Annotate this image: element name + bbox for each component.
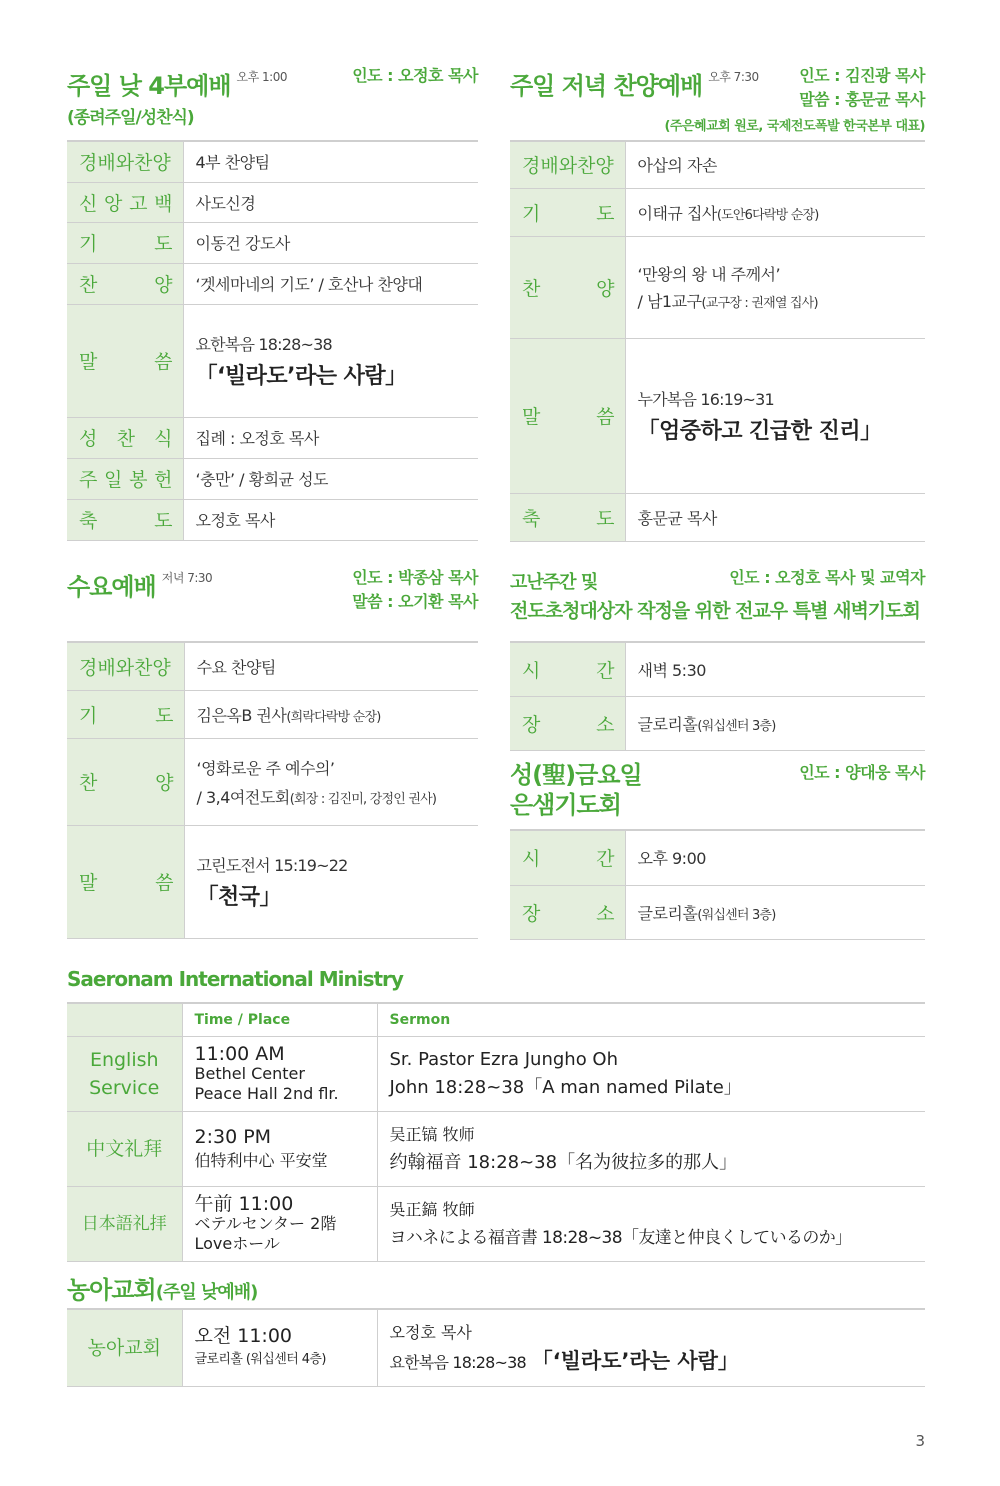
table-row: [67, 182, 478, 222]
time-place: 오전 11:00 글로리홀 (워십센터 4층): [182, 1309, 377, 1386]
sunday4-subtitle: (종려주일/성찬식): [67, 108, 194, 128]
table-row: [510, 642, 925, 696]
row-label: 경배와찬양: [522, 155, 614, 178]
page-number: 3: [915, 1432, 925, 1450]
wednesday-lead: 인도 : 박종삼 목사: [352, 568, 478, 587]
time-place: 2:30 PM 伯特利中心 平安堂: [182, 1112, 377, 1187]
row-label: 신 앙 고 백: [79, 192, 173, 215]
table-row: [67, 1037, 925, 1112]
row-value: ‘만왕의 왕 내 주께서’ / 남1교구(교구장 : 권재열 집사): [625, 236, 925, 338]
row-label: 경배와찬양: [79, 656, 171, 679]
evening-note: (주은혜교회 원로, 국제전도폭발 한국본부 대표): [664, 119, 925, 134]
sunday4-header: [67, 66, 287, 128]
row-value: 글로리홀(워십센터 3층): [625, 885, 925, 939]
row-value: 새벽 5:30: [625, 642, 925, 696]
evening-time: 오후 7:30: [708, 70, 759, 84]
row-value: 아삽의 자손: [625, 141, 925, 188]
row-label: 시 간: [522, 848, 615, 871]
nonga-title: 농아교회(주일 낮예배): [67, 1276, 258, 1304]
table-row: [67, 304, 478, 417]
row-label: 성 찬 식: [79, 428, 173, 450]
wednesday-leads: [352, 566, 478, 614]
table-header-row: [67, 1003, 925, 1037]
sermon-info: 吳正鎬 牧師 ヨハネによる福音書 18:28~38「友達と仲良くしているのか」: [377, 1187, 925, 1262]
row-value: 수요 찬양팀: [184, 642, 478, 690]
sermon-title: 「‘빌라도’라는 사람」: [195, 363, 407, 389]
table-row: [67, 458, 478, 499]
sermon-info: 吴正镐 牧师 约翰福音 18:28~38「名为彼拉多的那人」: [377, 1112, 925, 1187]
friday-table: [510, 829, 925, 940]
row-value: 홍문균 목사: [625, 493, 925, 541]
service-label: 日本語礼拝: [67, 1187, 182, 1262]
time-place: 午前 11:00 ベテルセンター 2階 Loveホール: [182, 1187, 377, 1262]
table-row: [67, 263, 478, 304]
table-row: [67, 141, 478, 182]
row-label: 찬 양: [522, 277, 615, 300]
table-row: [67, 1112, 925, 1187]
row-label: 주 일 봉 헌: [79, 469, 173, 491]
table-row: [510, 236, 925, 338]
table-row: [510, 696, 925, 750]
evening-title: 주일 저녁 찬양예배 $^{오후 7:30}$: [510, 70, 759, 100]
sunday4-lead: 인도 : 오정호 목사: [352, 66, 478, 85]
service-label: 농아교회: [67, 1309, 182, 1386]
dawn-title-line1: 고난주간 및: [510, 572, 598, 593]
intl-title: Saeronam International Ministry: [67, 967, 403, 991]
scripture-ref: 고린도전서 15:19~22: [196, 855, 348, 875]
evening-preacher: 말씀 : 홍문균 목사: [799, 90, 925, 109]
row-value: 이태규 집사(도안6다락방 순장): [625, 188, 925, 236]
row-label: 말 씀: [79, 872, 174, 894]
row-label: 시 간: [522, 659, 615, 682]
sermon-title: 「엄중하고 긴급한 진리」: [637, 418, 882, 444]
row-value: 오정호 목사: [183, 499, 478, 540]
friday-lead: 인도 : 양대웅 목사: [799, 763, 925, 782]
sermon-title: 「천국」: [196, 884, 282, 910]
row-label: 기 도: [522, 202, 615, 225]
row-label: 기 도: [79, 704, 174, 727]
table-row: [510, 338, 925, 493]
table-row: [67, 222, 478, 263]
row-label: 찬 양: [79, 274, 173, 296]
row-value: 오후 9:00: [625, 830, 925, 885]
wednesday-table: [67, 641, 478, 939]
sermon-cell: [183, 304, 478, 417]
sunday4-table: [67, 140, 478, 541]
row-label: 축 도: [522, 507, 615, 530]
row-label: 장 소: [522, 713, 615, 736]
row-value: 사도신경: [183, 182, 478, 222]
evening-leads: [799, 64, 925, 112]
row-label: 축 도: [79, 510, 173, 532]
friday-title: 성(聖)금요일 은샘기도회: [510, 761, 642, 819]
wednesday-title: 수요예배 $^{저녁 7:30}$: [67, 571, 213, 601]
table-row: [67, 1187, 925, 1262]
nonga-table: [67, 1308, 925, 1387]
row-value: ‘영화로운 주 예수의’ / 3,4여전도회(회장 : 김진미, 강정인 권사): [184, 738, 478, 825]
row-value: ‘겟세마네의 기도’ / 호산나 찬양대: [183, 263, 478, 304]
sermon-info: Sr. Pastor Ezra Jungho Oh John 18:28~38「A man named Pilate」: [377, 1037, 925, 1112]
column-header: Sermon: [377, 1003, 925, 1037]
row-label: 경배와찬양: [79, 152, 171, 175]
table-row: [67, 499, 478, 540]
sermon-cell: [184, 825, 478, 938]
table-row: [67, 738, 478, 825]
row-label: 장 소: [522, 902, 615, 925]
row-value: 이동건 강도사: [183, 222, 478, 263]
service-label: 中文礼拜: [67, 1112, 182, 1187]
wednesday-time: 저녁 7:30: [161, 571, 213, 585]
dawn-table: [510, 641, 925, 751]
column-header: Time / Place: [182, 1003, 377, 1037]
evening-table: [510, 140, 925, 542]
evening-lead: 인도 : 김진광 목사: [799, 66, 925, 85]
intl-table: [67, 1002, 925, 1262]
sunday4-title: 주일 낮 4부예배 $^{오후 1:00}$: [67, 70, 287, 100]
table-row: [510, 885, 925, 939]
table-row: [67, 690, 478, 738]
table-row: [510, 141, 925, 188]
row-value: 글로리홀(워십센터 3층): [625, 696, 925, 750]
wednesday-preacher: 말씀 : 오기환 목사: [352, 592, 478, 611]
table-row: [67, 1309, 925, 1386]
dawn-lead: 인도 : 오정호 목사 및 교역자: [729, 568, 925, 587]
row-value: 집례 : 오정호 목사: [183, 417, 478, 458]
dawn-title-line2: 전도초청대상자 작정을 위한 전교우 특별 새벽기도회: [510, 600, 920, 622]
table-row: [510, 830, 925, 885]
table-row: [67, 417, 478, 458]
row-value: 김은옥B 권사(희락다락방 순장): [184, 690, 478, 738]
row-value: ‘충만’ / 황희균 성도: [183, 458, 478, 499]
table-row: [510, 188, 925, 236]
row-label: 기 도: [79, 233, 173, 255]
row-label: 말 씀: [522, 406, 615, 428]
scripture-ref: 누가복음 16:19~31: [637, 389, 774, 409]
table-row: [67, 642, 478, 690]
sunday4-time: 오후 1:00: [236, 70, 287, 84]
column-header: [67, 1003, 182, 1037]
row-label: 말 씀: [79, 351, 173, 373]
sermon-info: 오정호 목사 요한복음 18:28~38 「‘빌라도’라는 사람」: [377, 1309, 925, 1386]
scripture-ref: 요한복음 18:28~38: [195, 334, 332, 354]
row-value: 4부 찬양팀: [183, 141, 478, 182]
table-row: [67, 825, 478, 938]
service-label: English Service: [67, 1037, 182, 1112]
time-place: 11:00 AM Bethel Center Peace Hall 2nd flr.: [182, 1037, 377, 1112]
sermon-cell: [625, 338, 925, 493]
row-label: 찬 양: [79, 772, 174, 794]
table-row: [510, 493, 925, 541]
